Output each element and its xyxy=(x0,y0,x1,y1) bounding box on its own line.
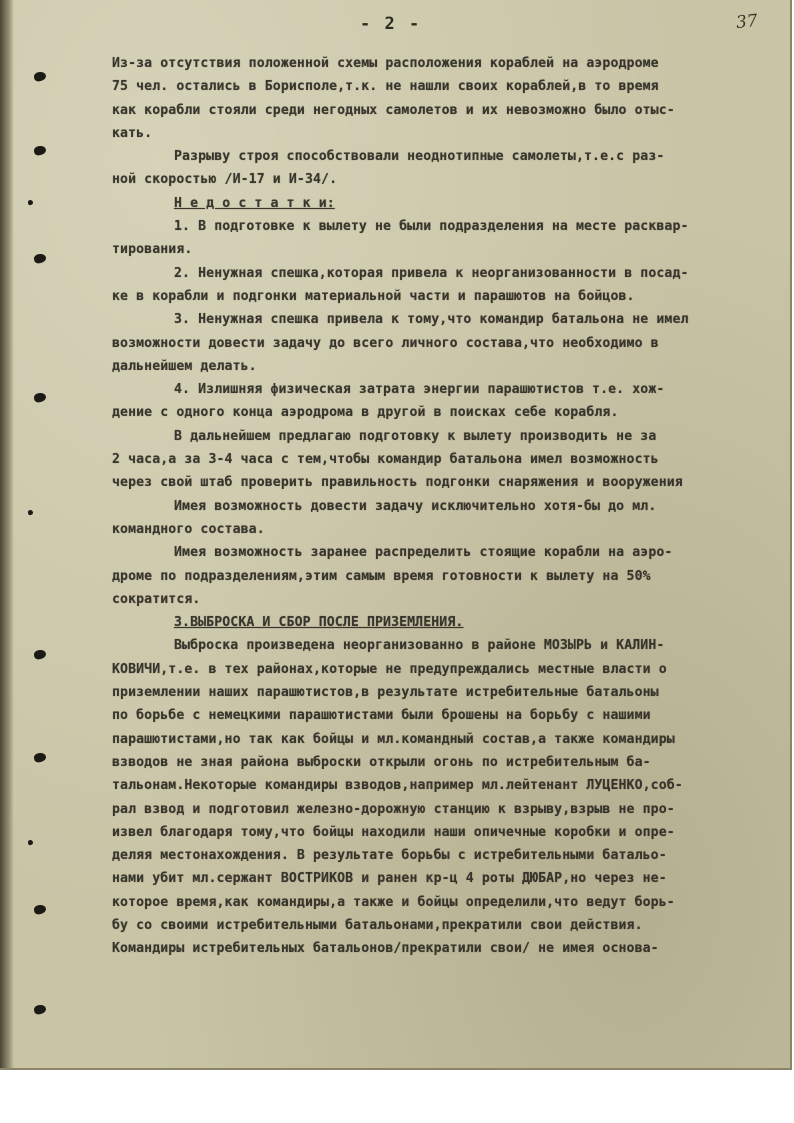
text-line: как корабли стояли среди негодных самолетов и их невозможно было отыс- xyxy=(112,102,675,118)
text-line: тирования. xyxy=(112,242,193,258)
text-line: через свой штаб проверить правильность подгонки снаряжения и вооружения xyxy=(112,475,683,491)
binder-hole xyxy=(33,752,47,763)
binder-hole xyxy=(33,145,47,156)
text-line: сократится. xyxy=(112,591,201,607)
text-line: Из-за отсутствия положенной схемы расположения кораблей на аэродроме xyxy=(112,56,659,71)
text-line: дроме по подразделениям,этим самым время готовности к вылету на 50% xyxy=(112,568,651,584)
text-line: Командиры истребительных батальонов/прекратили свои/ не имея основа- xyxy=(112,941,659,957)
text-line: ке в корабли и подгонки материальной части и парашютов на бойцов. xyxy=(112,288,635,304)
text-line: Имея возможность довести задачу исключительно хотя-бы до мл. xyxy=(174,498,657,514)
binder-hole xyxy=(33,253,47,264)
typed-body-text xyxy=(112,52,782,961)
text-line: которое время,как командиры,а также и бойцы определили,что ведут борь- xyxy=(112,894,675,910)
binder-hole xyxy=(33,71,47,82)
binder-hole xyxy=(33,649,47,660)
text-line: Имея возможность заранее распределить стоящие корабли на аэро- xyxy=(174,545,673,561)
text-line: дальнейшем делать. xyxy=(112,358,257,374)
text-line: 3. Ненужная спешка привела к тому,что командир батальона не имел xyxy=(174,312,689,328)
text-line: В дальнейшем предлагаю подготовку к вылету производить не за xyxy=(174,428,657,444)
text-line: извел благодаря тому,что бойцы находили наши опичечные коробки и опре- xyxy=(112,824,675,840)
text-line: 4. Излишняя физическая затрата энергии парашютистов т.е. хож- xyxy=(174,382,665,398)
text-line: взводов не зная района выброски открыли огонь по истребительным ба- xyxy=(112,754,651,770)
section-heading: 3.ВЫБРОСКА И СБОР ПОСЛЕ ПРИЗЕМЛЕНИЯ. xyxy=(174,615,464,631)
text-line: Разрыву строя способствовали неоднотипные самолеты,т.е.с раз- xyxy=(174,149,665,165)
binder-hole xyxy=(28,200,34,206)
binder-hole xyxy=(33,1004,47,1015)
text-line: кать. xyxy=(112,125,153,141)
binder-hole xyxy=(33,904,47,915)
text-line: ной скоростью /И-17 и И-34/. xyxy=(112,172,338,188)
text-line: деляя местонахождения. В результате борьбы с истребительными батальо- xyxy=(112,848,667,864)
binder-hole xyxy=(33,392,47,403)
binder-hole xyxy=(28,510,34,516)
text-line: рал взвод и подготовил железно-дорожную станцию к взрыву,взрыв не про- xyxy=(112,801,675,817)
page-number: - 2 - xyxy=(360,14,422,34)
section-heading: Н е д о с т а т к и: xyxy=(174,195,335,211)
archive-folio-number: 37 xyxy=(735,10,759,34)
binding-shadow xyxy=(0,0,14,1068)
text-line: 75 чел. остались в Борисполе,т.к. не нашли своих кораблей,в то время xyxy=(112,79,659,95)
text-line: приземлении наших парашютистов,в результате истребительные батальоны xyxy=(112,685,659,701)
binder-hole xyxy=(28,840,34,846)
text-line: по борьбе с немецкими парашютистами были брошены на борьбу с нашими xyxy=(112,708,651,724)
text-line: 2 часа,а за 3-4 часа с тем,чтобы командир батальона имел возможность xyxy=(112,452,659,468)
text-line: парашютистами,но так как бойцы и мл.командный состав,а также командиры xyxy=(112,731,675,747)
text-line: Выброска произведена неорганизованно в районе МОЗЫРЬ и КАЛИН- xyxy=(174,638,665,654)
text-line: командного состава. xyxy=(112,521,265,537)
text-line: нами убит мл.сержант ВОСТРИКОВ и ранен кр-ц 4 роты ДЮБАР,но через не- xyxy=(112,871,667,887)
text-line: тальонам.Некоторые командиры взводов,например мл.лейтенант ЛУЦЕНКО,соб- xyxy=(112,778,683,794)
text-line: 2. Ненужная спешка,которая привела к неорганизованности в посад- xyxy=(174,265,689,281)
text-line: дение с одного конца аэродрома в другой в поисках себе корабля. xyxy=(112,405,619,421)
text-line: КОВИЧИ,т.е. в тех районах,которые не предупреждались местные власти о xyxy=(112,661,667,677)
text-line: бу со своими истребительными батальонами,прекратили свои действия. xyxy=(112,917,643,933)
text-line: 1. В подготовке к вылету не были подразделения на месте расквар- xyxy=(174,219,689,235)
text-line: возможности довести задачу до всего личного состава,что необходимо в xyxy=(112,335,659,351)
